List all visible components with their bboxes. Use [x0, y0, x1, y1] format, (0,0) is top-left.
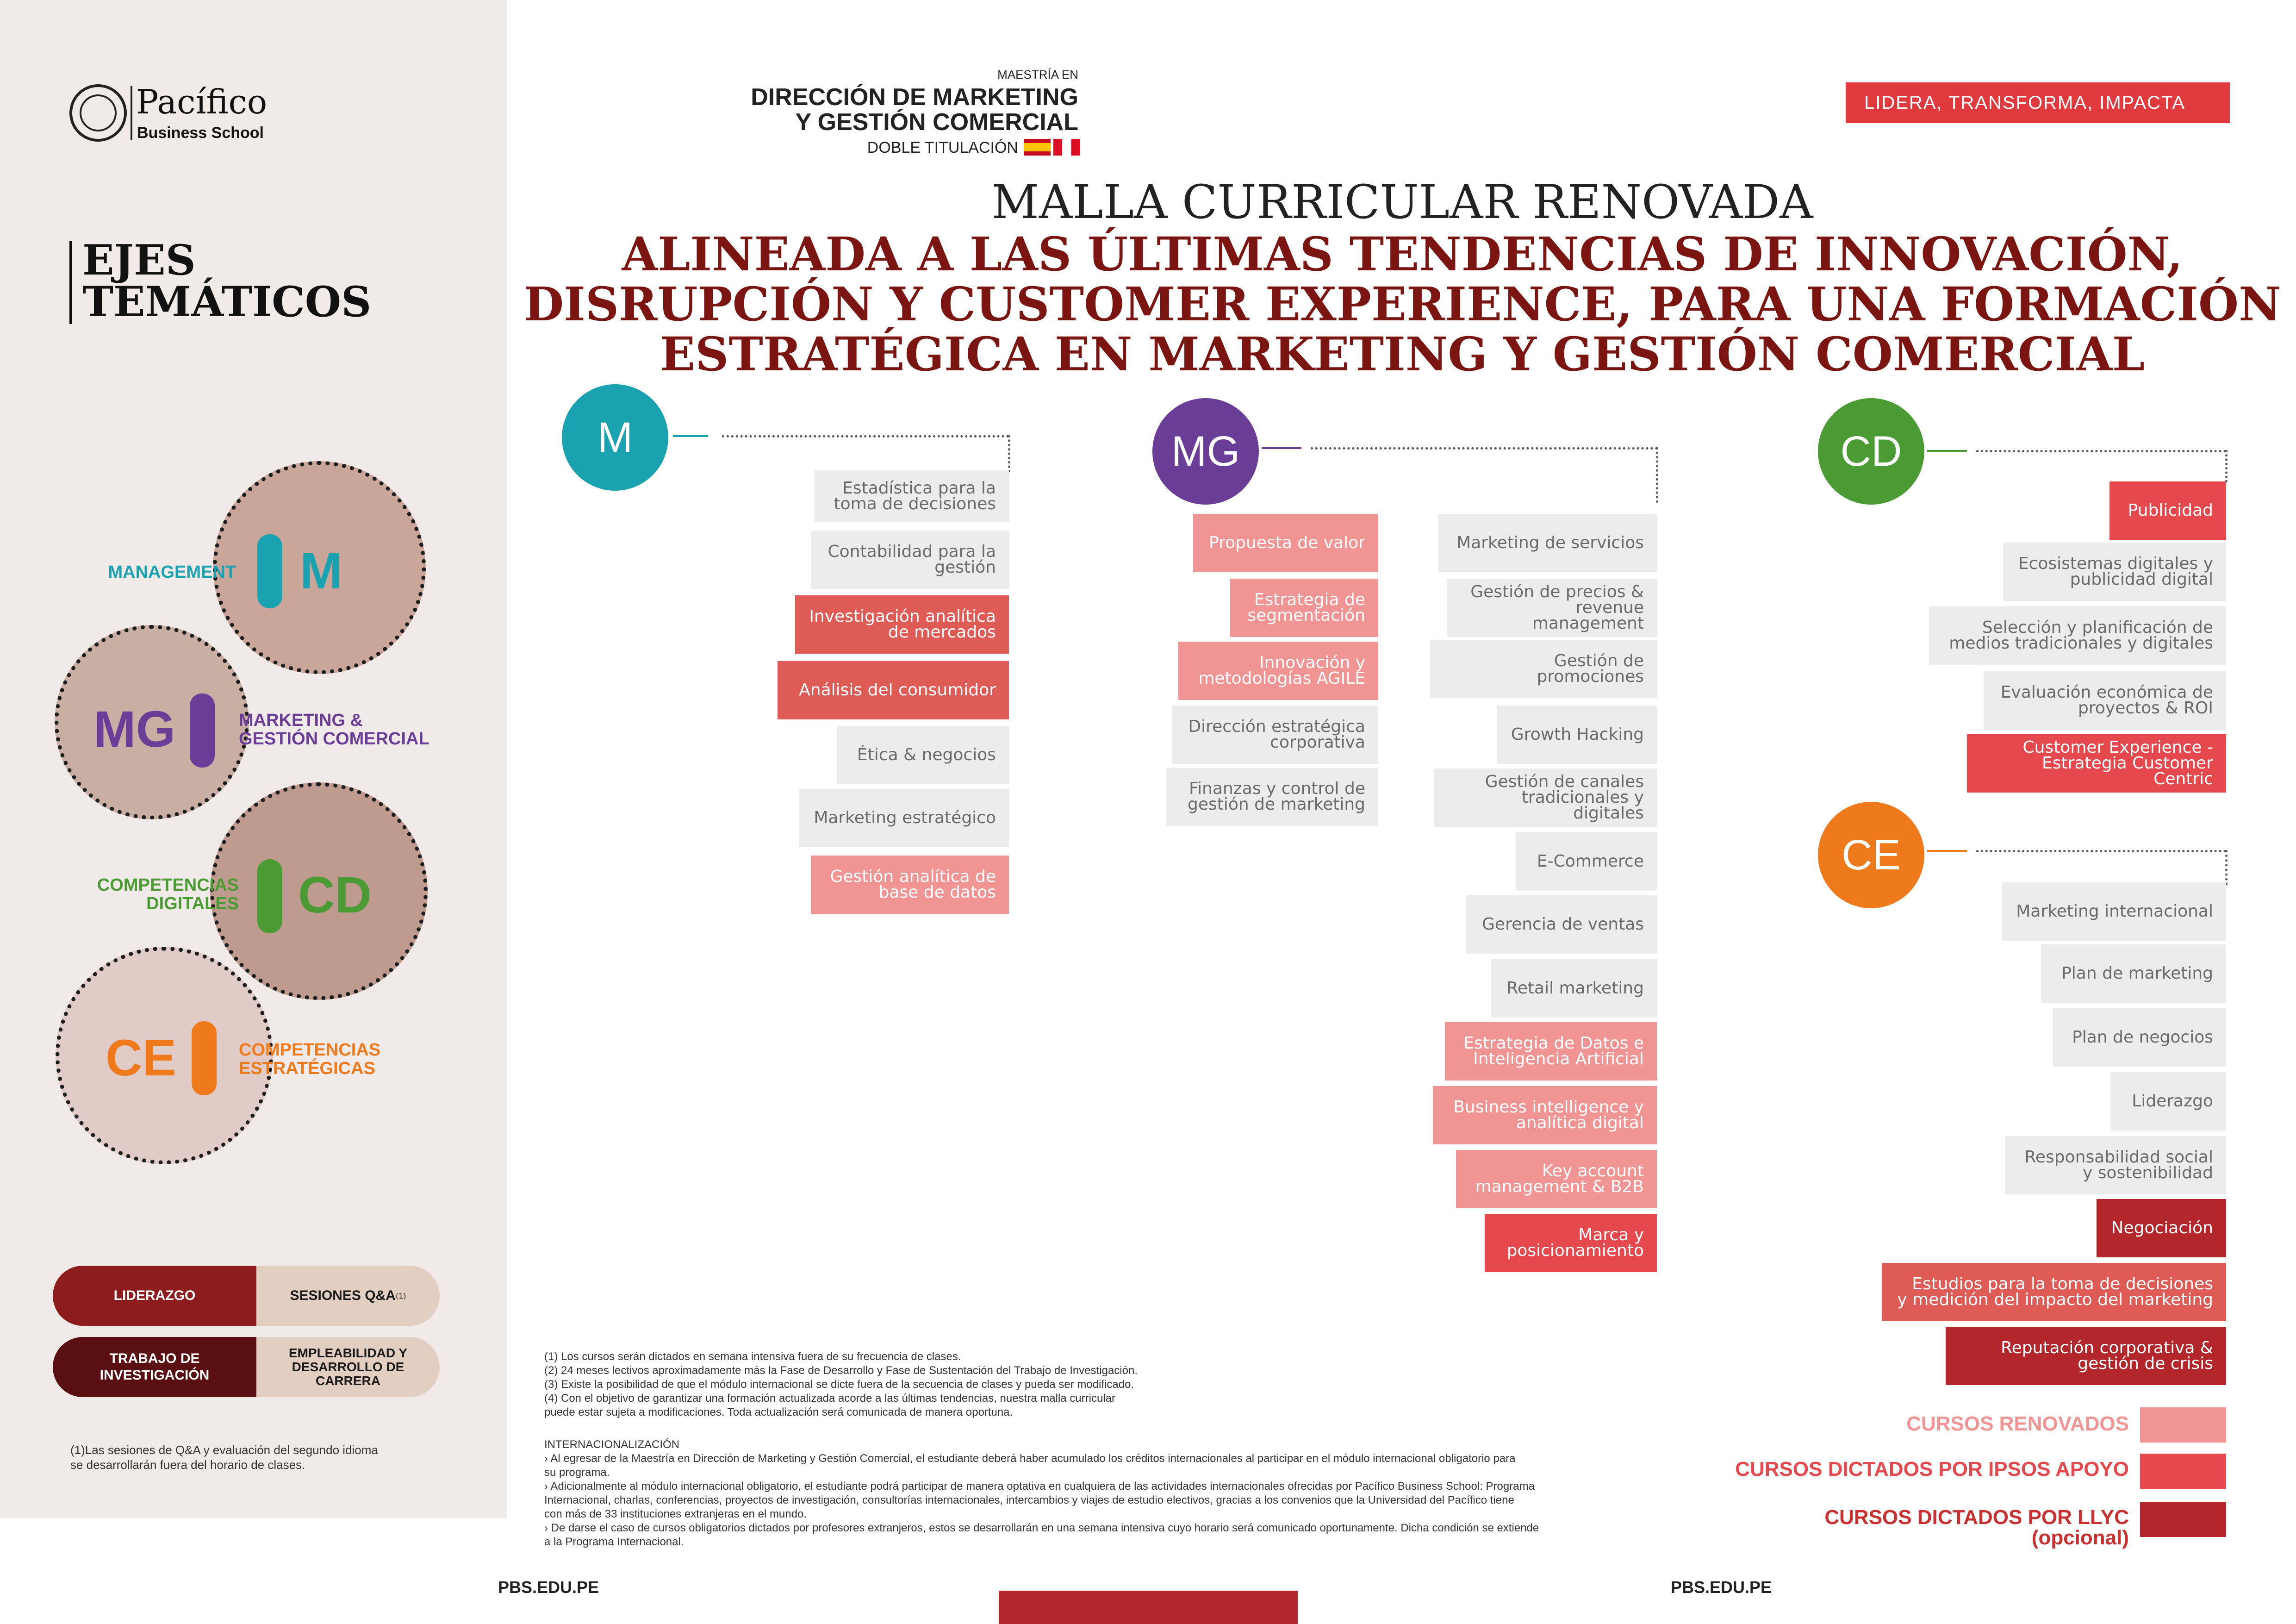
tag-employability: [256, 1337, 440, 1397]
course-mg-10: Gestión de canales tradicionales y digitales: [1434, 768, 1657, 827]
university-seal-icon: [69, 84, 127, 142]
marketing-label: MARKETING & GESTIÓN COMERCIAL: [239, 711, 429, 749]
course-ce-2: Plan de marketing: [2041, 944, 2226, 1003]
marketing-pill: [190, 693, 215, 768]
course-cd-4: Evaluación económica de proyectos & ROI: [1984, 671, 2226, 730]
footer-url-right[interactable]: PBS.EDU.PE: [1671, 1578, 1772, 1597]
course-ce-7: Estudios para la toma de decisiones y medición del impacto del marketing: [1882, 1263, 2226, 1321]
subtitle-line3: ESTRATÉGICA EN MARKETING Y GESTIÓN COMERCIAL: [660, 327, 2145, 381]
course-ce-8: Reputación corporativa & gestión de crisis: [1946, 1327, 2226, 1385]
sidebar-note: (1)Las sesiones de Q&A y evaluación del segundo idioma se desarrollarán fuera del horario de clases.: [70, 1443, 378, 1472]
course-m-2: Contabilidad para la gestión: [811, 531, 1009, 589]
course-mg-7: Gestión de precios & revenue management: [1447, 579, 1657, 637]
course-mg-3: Innovación y metodologías AGILE: [1178, 642, 1378, 700]
strategic-label: COMPETENCIAS ESTRATÉGICAS: [239, 1040, 381, 1078]
connector-cd: [1976, 450, 2226, 452]
course-ce-5: Responsabilidad social y sostenibilidad: [2005, 1136, 2226, 1194]
subtitle-line1: ALINEADA A LAS ÚLTIMAS TENDENCIAS DE INNOVACIÓN,: [622, 227, 2183, 281]
internationalization-notes: INTERNACIONALIZACIÓN › Al egresar de la Maestría en Dirección de Marketing y Gestión Comercial, el estudiante deberá haber acumulado los créditos internacionales al participar en el módulo internacional obligatorio para su programa. › Adicionalmente al módulo internacional obligatorio, el estudiante podrá participar de manera optativa en cualquiera de las actividades internacionales ofrecidas por Pacífico Business School: Programa Internacional, charlas, conferencias, proyectos de investigación, consultorías internacionales, intercambios y viajes de estudio electivos, gracias a los convenios que la Universidad del Pacífico tiene con más de 33 instituciones extranjeras en el mundo. › De darse el caso de cursos obligatorios dictados por profesores extranjeros, estos se desarrollarán en una semana intensiva cuyo horario será comunicado oportunamente. Dicha condición se extiende a la Programa Internacional.: [544, 1438, 1539, 1548]
course-mg-9: Growth Hacking: [1497, 706, 1657, 764]
course-cd-5: Customer Experience - Estrategia Customer Centric: [1967, 734, 2226, 793]
course-m-4: Análisis del consumidor: [778, 661, 1009, 719]
tag-employability-label: EMPLEABILIDAD Y DESARROLLO DE CARRERA: [288, 1346, 408, 1388]
sidebar-heading-line1: EJES: [82, 236, 196, 285]
axis-m-badge: M: [562, 384, 668, 491]
connector-cd-down: [2225, 450, 2228, 482]
management-pill: [257, 534, 282, 608]
strategic-letter: CE: [106, 1030, 176, 1087]
footer-bar: [999, 1591, 1298, 1624]
course-mg-6: Marketing de servicios: [1438, 514, 1657, 572]
subtitle-line2: DISRUPCIÓN Y CUSTOMER EXPERIENCE, PARA UNA FORMACIÓN: [523, 277, 2281, 331]
arrow-cd-icon: [1927, 450, 1967, 452]
tag-qa-sup: (1): [395, 1291, 406, 1300]
course-mg-8: Gestión de promociones: [1430, 640, 1657, 698]
arrow-m-icon: [673, 435, 708, 437]
connector-ce: [1976, 850, 2226, 852]
course-ce-4: Liderazgo: [2110, 1072, 2226, 1131]
legend-renewed-swatch: [2140, 1407, 2226, 1443]
course-mg-14: Estrategia de Datos e Inteligencia Artificial: [1445, 1022, 1657, 1081]
arrow-ce-icon: [1927, 850, 1967, 852]
marketing-letter: MG: [93, 701, 176, 758]
brand-name: Pacífico: [136, 82, 268, 121]
course-mg-17: Marca y posicionamiento: [1485, 1214, 1657, 1272]
logo-divider: [131, 86, 132, 140]
digital-letter: CD: [298, 867, 372, 924]
legend-ipsos-swatch: [2140, 1454, 2226, 1489]
program-line2: Y GESTIÓN COMERCIAL: [795, 109, 1078, 136]
brand-subtitle: Business School: [137, 124, 264, 142]
sidebar-heading-line2: TEMÁTICOS: [82, 277, 372, 326]
course-mg-12: Gerencia de ventas: [1466, 895, 1657, 954]
course-mg-5: Finanzas y control de gestión de marketing: [1166, 768, 1378, 826]
strategic-pill: [192, 1021, 217, 1095]
spain-flag-icon: [1024, 139, 1051, 156]
legend-llyc-label: CURSOS DICTADOS POR LLYC (opcional): [1824, 1506, 2129, 1549]
course-ce-6: Negociación: [2097, 1199, 2226, 1257]
management-letter: M: [300, 543, 342, 600]
digital-label: COMPETENCIAS DIGITALES: [97, 875, 239, 913]
tag-research: [53, 1337, 256, 1397]
course-m-1: Estadística para la toma de decisiones: [815, 470, 1009, 522]
footer-url-left[interactable]: PBS.EDU.PE: [498, 1578, 599, 1597]
connector-m: [722, 435, 1009, 437]
course-mg-15: Business intelligence y analítica digital: [1433, 1086, 1657, 1144]
connector-mg-down: [1656, 447, 1658, 503]
course-m-6: Marketing estratégico: [799, 789, 1009, 847]
tag-research-label: TRABAJO DE INVESTIGACIÓN: [100, 1351, 210, 1383]
course-ce-3: Plan de negocios: [2053, 1008, 2226, 1067]
connector-mg: [1311, 447, 1658, 450]
page-title: MALLA CURRICULAR RENOVADA: [991, 175, 1813, 229]
course-m-3: Investigación analítica de mercados: [795, 595, 1009, 654]
course-mg-16: Key account management & B2B: [1456, 1150, 1657, 1208]
legend-llyc-swatch: [2140, 1502, 2226, 1537]
course-cd-1: Publicidad: [2109, 481, 2226, 540]
program-line1: DIRECCIÓN DE MARKETING: [751, 84, 1078, 111]
legend-renewed-label: CURSOS RENOVADOS: [1906, 1412, 2129, 1435]
course-mg-2: Estrategia de segmentación: [1230, 579, 1378, 637]
course-mg-4: Dirección estratégica corporativa: [1172, 706, 1378, 764]
course-ce-1: Marketing internacional: [2002, 882, 2226, 941]
connector-ce-down: [2225, 850, 2228, 885]
axis-ce-badge: CE: [1818, 802, 1924, 908]
program-double: DOBLE TITULACIÓN: [867, 139, 1018, 156]
digital-pill: [257, 859, 282, 933]
tagline-text: LIDERA, TRANSFORMA, IMPACTA: [1864, 92, 2186, 113]
course-cd-3: Selección y planificación de medios tradicionales y digitales: [1929, 606, 2226, 665]
program-pre: MAESTRÍA EN: [997, 68, 1078, 81]
tag-leadership-label: LIDERAZGO: [113, 1288, 196, 1303]
connector-m-down: [1008, 435, 1010, 472]
course-m-5: Ética & negocios: [837, 726, 1009, 784]
course-mg-11: E-Commerce: [1516, 832, 1657, 891]
course-m-7: Gestión analítica de base de datos: [811, 856, 1009, 914]
course-mg-1: Propuesta de valor: [1193, 514, 1378, 572]
management-label: MANAGEMENT: [108, 562, 236, 582]
axis-cd-badge: CD: [1818, 398, 1924, 505]
tag-qa: [256, 1266, 440, 1326]
footnotes: (1) Los cursos serán dictados en semana intensiva fuera de su frecuencia de clases. (2) 24 meses lectivos aproximadamente más la Fase de Desarrollo y Fase de Sustentación del Trabajo de Investigación. (3) Existe la posibilidad de que el módulo internacional se dicte fuera de la secuencia de clases y pueda ser modificado. (4) Con el objetivo de garantizar una formación actualizada acorde a las últimas tendencias, nuestra malla curricular puede estar sujeta a modificaciones. Toda actualización será comunicada de manera oportuna.: [544, 1350, 1138, 1418]
legend-ipsos-label: CURSOS DICTADOS POR IPSOS APOYO: [1735, 1458, 2129, 1480]
tag-qa-label: SESIONES Q&A: [290, 1288, 396, 1303]
heading-bar: [69, 241, 72, 324]
course-mg-13: Retail marketing: [1491, 959, 1657, 1018]
peru-flag-icon: [1053, 139, 1080, 156]
arrow-mg-icon: [1262, 447, 1301, 449]
axis-mg-badge: MG: [1152, 398, 1259, 505]
course-cd-2: Ecosistemas digitales y publicidad digital: [2003, 543, 2226, 601]
tagline-banner: [1846, 82, 2230, 123]
tag-leadership: [53, 1266, 256, 1326]
